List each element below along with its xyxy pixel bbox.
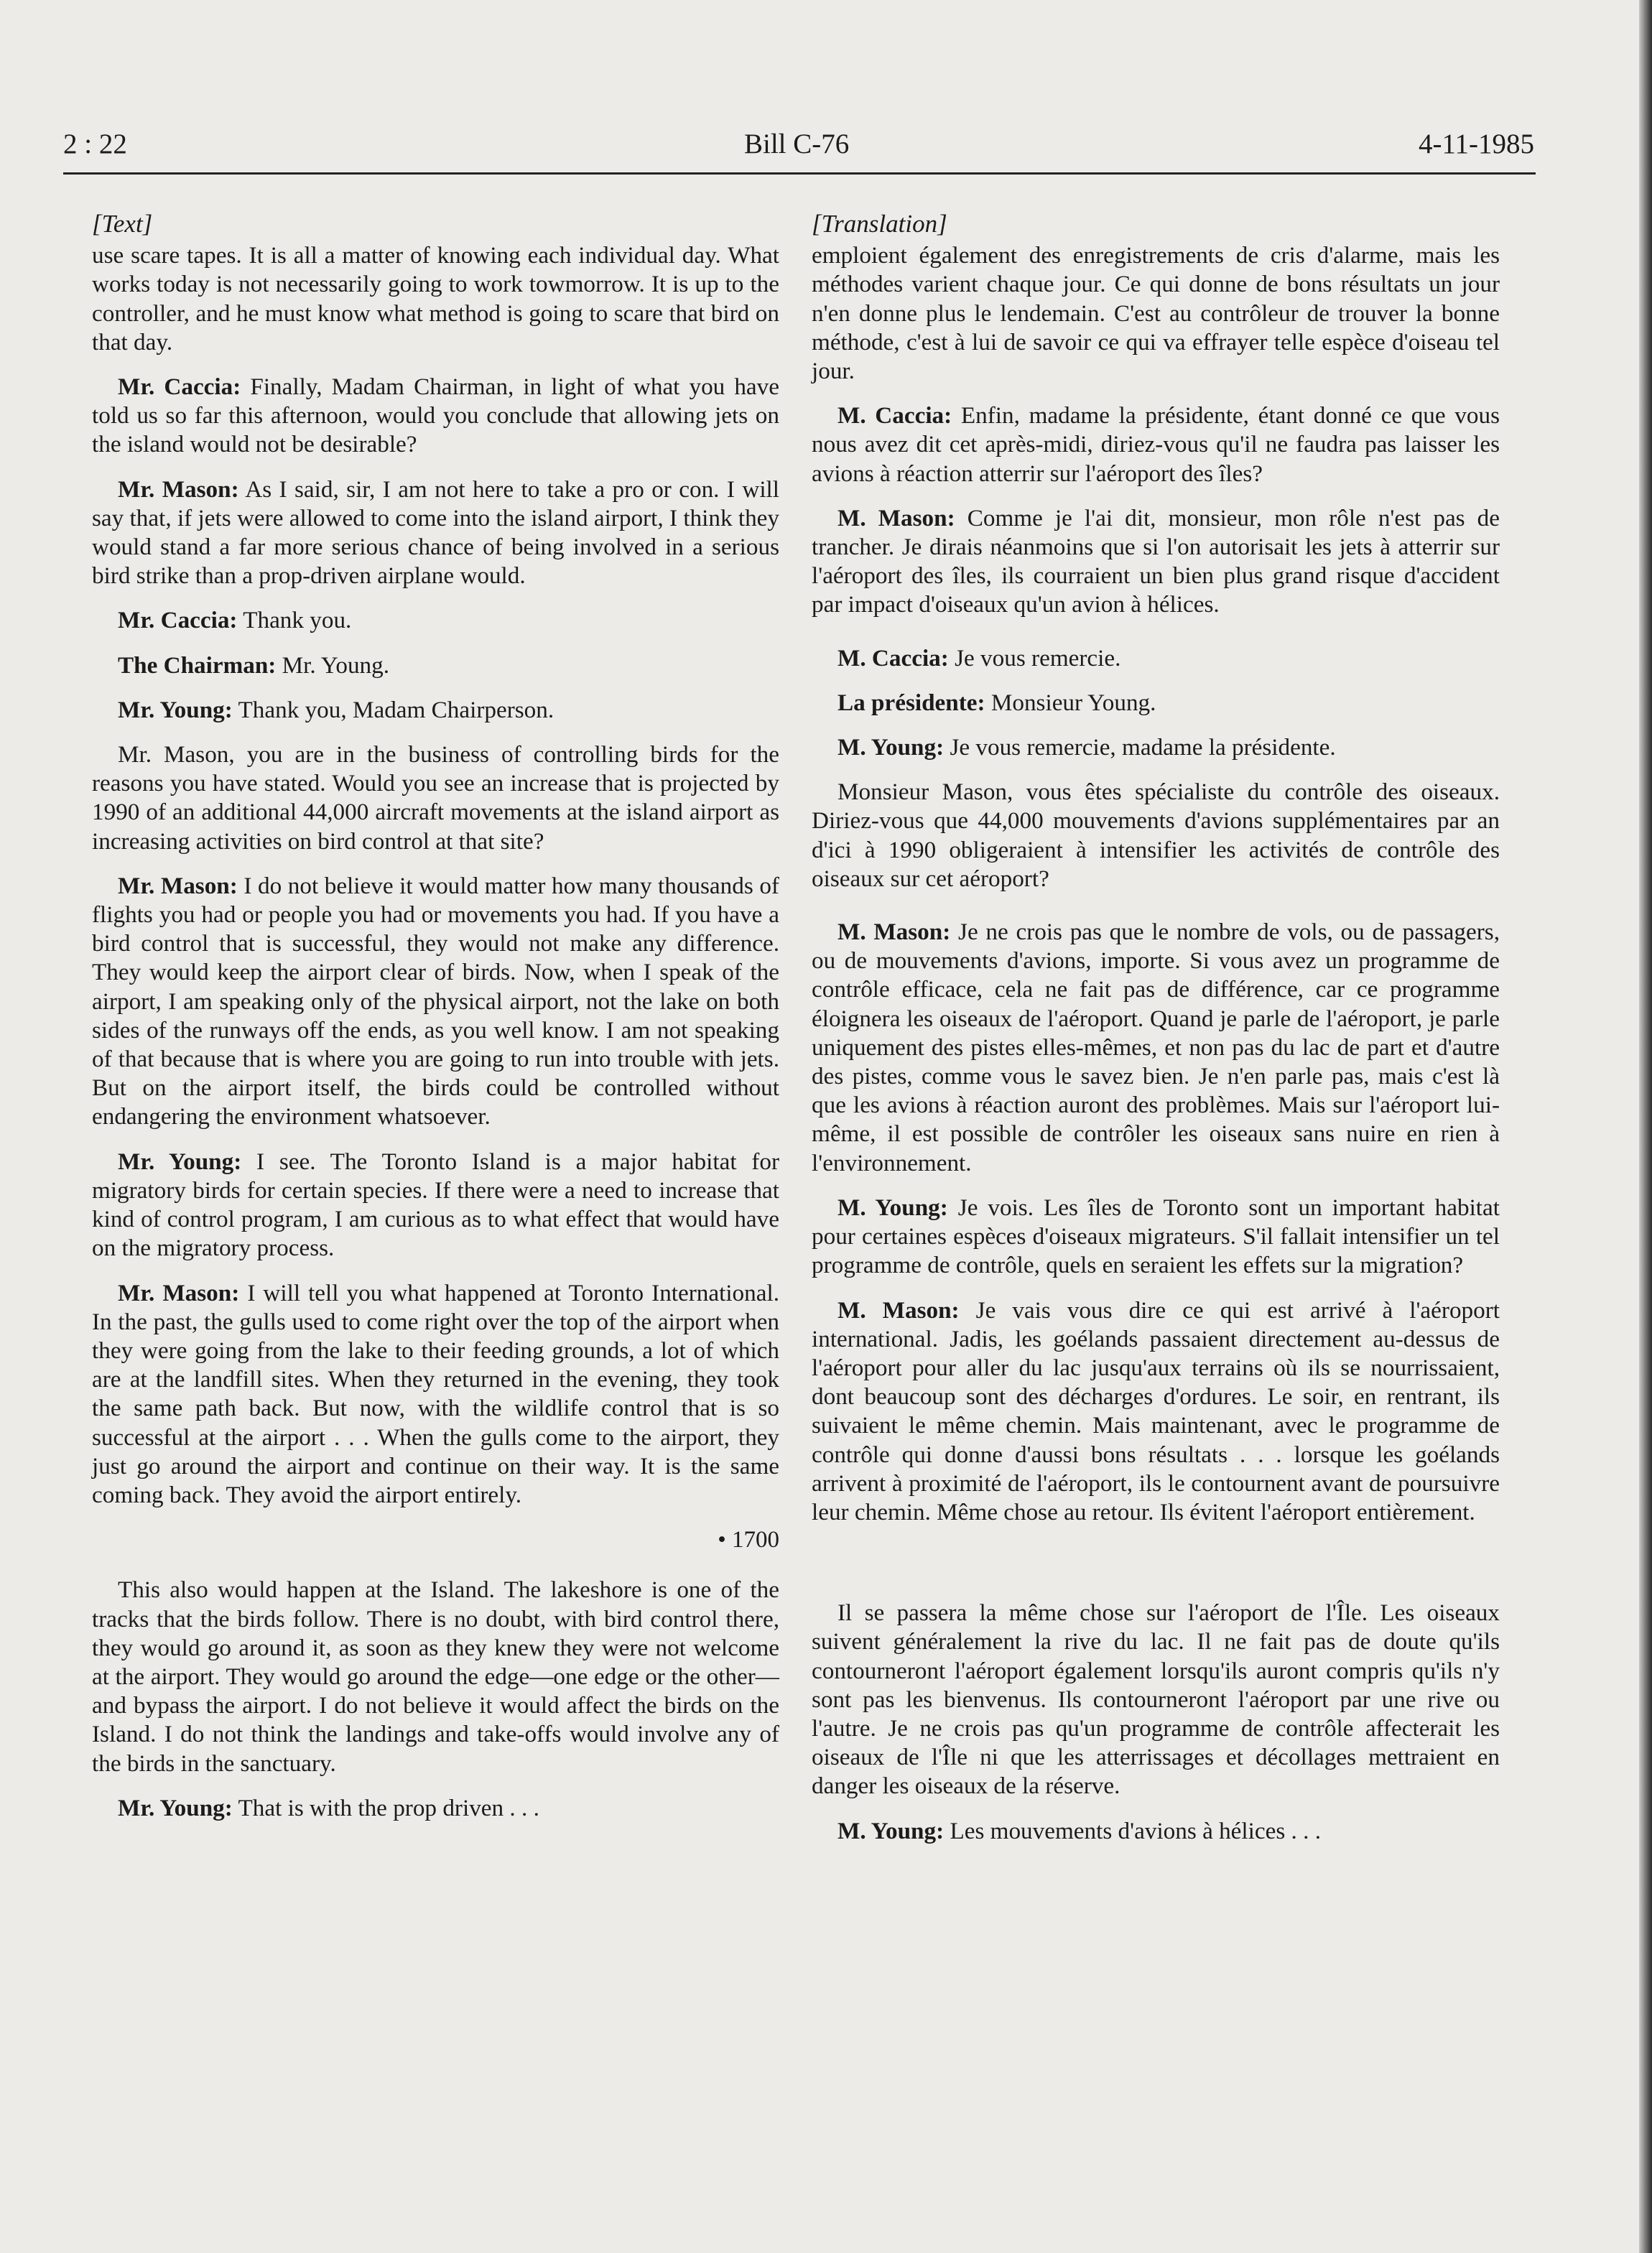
- page-number: 2 : 22: [63, 129, 127, 159]
- paragraph: [92, 651, 779, 680]
- speaker-name: Mr. Young:: [118, 696, 233, 723]
- speaker-name: M. Young:: [837, 1817, 945, 1844]
- paragraph: emploient également des enregistrements de cris d'alarme, mais les méthodes varient chaque jour. Ce qui donne de bons résultats un jour n'en donne plus le lendemain. C'est au contrôleur de trouver la bonne méthode, c'est à lui de savoir ce qui va effrayer telle espèce d'oiseau tel jour.: [812, 242, 1500, 385]
- bill-title: Bill C-76: [744, 129, 850, 159]
- paragraph: [812, 733, 1500, 762]
- paragraph: This also would happen at the Island. The lakeshore is one of the tracks that the birds follow. There is no doubt, with bird control there, they would go around it, as soon as they knew they were not welcome at the airport. They would go around the edge—one edge or the other—and bypass the airport. I do not believe it would affect the birds on the Island. I do not think the landings and take-offs would involve any of the birds in the sanctuary.: [92, 1576, 779, 1777]
- speech: Comme je l'ai dit, monsieur, mon rôle n'est pas de trancher. Je dirais néanmoins que si l'on autorisait les jets à atterrir sur l'aéroport des îles, ils courraient un bien plus grand risque d'accident par impact d'oiseaux qu'un avion à hélices.: [812, 504, 1500, 618]
- speech: That is with the prop driven . . .: [232, 1794, 539, 1821]
- speaker-name: M. Mason:: [837, 1296, 960, 1324]
- speech: Thank you, Madam Chairperson.: [232, 696, 554, 723]
- paragraph: [92, 475, 779, 591]
- time-mark: • 1700: [718, 1527, 779, 1553]
- speaker-name: Mr. Caccia:: [118, 607, 238, 634]
- paragraph: [92, 696, 779, 725]
- english-column: [92, 210, 779, 1839]
- speaker-name: M. Caccia:: [837, 644, 949, 672]
- speech: Monsieur Young.: [985, 689, 1156, 716]
- paragraph: [92, 606, 779, 635]
- speaker-name: Mr. Young:: [118, 1794, 233, 1821]
- speech: Enfin, madame la présidente, étant donné ce que vous nous avez dit cet après-midi, diriez-vous qu'il ne faudra pas laisser les avions à réaction atterrir sur l'aéroport des îles?: [812, 402, 1500, 487]
- speech: Mr. Young.: [276, 651, 390, 679]
- paragraph: [812, 1194, 1500, 1281]
- paragraph: [812, 644, 1500, 673]
- speech: Je ne crois pas que le nombre de vols, ou de passagers, ou de mouvements d'avions, importe. Si vous avez un programme de contrôle efficace, cela ne fait pas de différence, car ce programme éloignera les oiseaux de l'aéroport. Quand je parle de l'aéroport, je parle uniquement des pistes elles-mêmes, et non pas du lac de part et d'autre des pistes, comme vous le savez bien. Je n'en parle pas, mais c'est là que les avions à réaction auront des problèmes. Mais sur l'aéroport lui-même, il est possible de contrôler les oiseaux sans nuire en rien à l'environnement.: [812, 919, 1500, 1176]
- paragraph: [812, 689, 1500, 717]
- speech: Je vais vous dire ce qui est arrivé à l'aéroport international. Jadis, les goélands passaient directement au-dessus de l'aéroport pour aller du lac jusqu'aux terrains où ils se nourrissaient, dont beaucoup sont des décharges d'ordures. Le soir, en rentrant, ils suivaient le même chemin. Mais maintenant, avec le programme de contrôle qui donne d'aussi bons résultats . . . lorsque les goélands arrivent à proximité de l'aéroport, ils le contournent avant de poursuivre leur chemin. Même chose au retour. Ils évitent l'aéroport entièrement.: [812, 1296, 1500, 1525]
- page-header: [63, 128, 1534, 171]
- header-rule: [63, 172, 1536, 175]
- speech: Thank you.: [237, 607, 352, 634]
- speaker-name: M. Young:: [837, 734, 945, 761]
- paragraph: [812, 401, 1500, 488]
- paragraph: [812, 504, 1500, 620]
- speaker-name: Mr. Mason:: [118, 1279, 240, 1306]
- paragraph: Mr. Mason, you are in the business of controlling birds for the reasons you have stated. Would you see an increase that is projected by 1990 of an additional 44,000 aircraft movements at the island airport as increasing activities on bird control at that site?: [92, 741, 779, 855]
- speech: Finally, Madam Chairman, in light of what you have told us so far this afternoon, would you conclude that allowing jets on the island would not be desirable?: [92, 373, 779, 458]
- speech: I see. The Toronto Island is a major habitat for migratory birds for certain species. If there were a need to increase that kind of control program, I am curious as to what effect that would have on the migratory process.: [92, 1148, 779, 1262]
- speaker-name: Mr. Caccia:: [118, 373, 241, 401]
- paragraph: [92, 1794, 779, 1823]
- paragraph: [812, 1296, 1500, 1528]
- paragraph: [92, 1279, 779, 1510]
- translation-tag: [Translation]: [812, 210, 947, 238]
- speaker-name: Mr. Young:: [118, 1148, 242, 1175]
- speaker-name: M. Caccia:: [837, 402, 952, 429]
- french-column: [812, 210, 1500, 1862]
- speaker-name: M. Mason:: [837, 919, 951, 946]
- paragraph: [92, 373, 779, 460]
- speech: I will tell you what happened at Toronto International. In the past, the gulls used to come right over the top of the airport when they were going from the lake to their feeding grounds, a lot of which are at the landfill sites. When they returned in the evening, they took the same path back. But now, with the wildlife control that is so successful at the airport . . . When the gulls come to the airport, they just go around the airport and continue on their way. It is the same coming back. They avoid the airport entirely.: [92, 1279, 779, 1508]
- speaker-name: Mr. Mason:: [118, 475, 239, 503]
- speaker-name: M. Mason:: [837, 504, 955, 531]
- paragraph: [92, 1148, 779, 1263]
- paragraph: [92, 872, 779, 1132]
- speech: Je vois. Les îles de Toronto sont un important habitat pour certaines espèces d'oiseaux migrateurs. S'il fallait intensifier un tel programme de contrôle, quels en seraient les effets sur la migration?: [812, 1194, 1500, 1279]
- speaker-name: La présidente:: [837, 689, 985, 716]
- speaker-name: Mr. Mason:: [118, 872, 238, 899]
- page-edge-shadow: [1639, 0, 1652, 2253]
- paragraph: use scare tapes. It is all a matter of knowing each individual day. What works today is not necessarily going to work towmorrow. It is up to the controller, and he must know what method is going to scare that bird on that day.: [92, 242, 779, 356]
- paragraph: [812, 1817, 1500, 1846]
- speaker-name: M. Young:: [837, 1194, 948, 1221]
- paragraph: [812, 918, 1500, 1178]
- speech: Je vous remercie, madame la présidente.: [944, 734, 1336, 761]
- speech: Les mouvements d'avions à hélices . . .: [944, 1817, 1322, 1844]
- speech: Je vous remercie.: [948, 644, 1121, 672]
- speech: I do not believe it would matter how many thousands of flights you had or people you had or movements you had. If you have a bird control that is successful, they would not make any difference. They would keep the airport clear of birds. Now, when I speak of the airport, I am speaking only of the physical airport, not the lake on both sides of the runways off the ends, as you well know. I am not speaking of that because that is where you are going to run into trouble with jets. But on the airport itself, the birds could be controlled without endangering the environment whatsoever.: [92, 872, 779, 1130]
- paragraph: Il se passera la même chose sur l'aéroport de l'Île. Les oiseaux suivent généralement la rive du lac. Il ne fait pas de doute qu'ils contourneront l'aéroport également lorsqu'ils auront compris qu'ils n'y sont pas les bienvenus. Ils contourneront l'aéroport par une rive ou l'autre. Je ne crois pas qu'un programme de contrôle affecterait les oiseaux de l'Île ni que les atterrissages et décollages mettraient en danger les oiseaux de la réserve.: [812, 1599, 1500, 1800]
- spacer: [812, 1543, 1500, 1599]
- text-tag: [Text]: [92, 210, 153, 238]
- speech: As I said, sir, I am not here to take a pro or con. I will say that, if jets were allowed to come into the island airport, I think they would stand a far more serious chance of being involved in a serious bird strike than a prop-driven airplane would.: [92, 475, 779, 590]
- paragraph: Monsieur Mason, vous êtes spécialiste du contrôle des oiseaux. Diriez-vous que 44,000 mouvements d'avions supplémentaires par an d'ici à 1990 obligeraient à intensifier les activités de contrôle des oiseaux sur cet aéroport?: [812, 779, 1500, 892]
- sitting-date: 4-11-1985: [1418, 129, 1534, 159]
- speaker-name: The Chairman:: [118, 651, 277, 679]
